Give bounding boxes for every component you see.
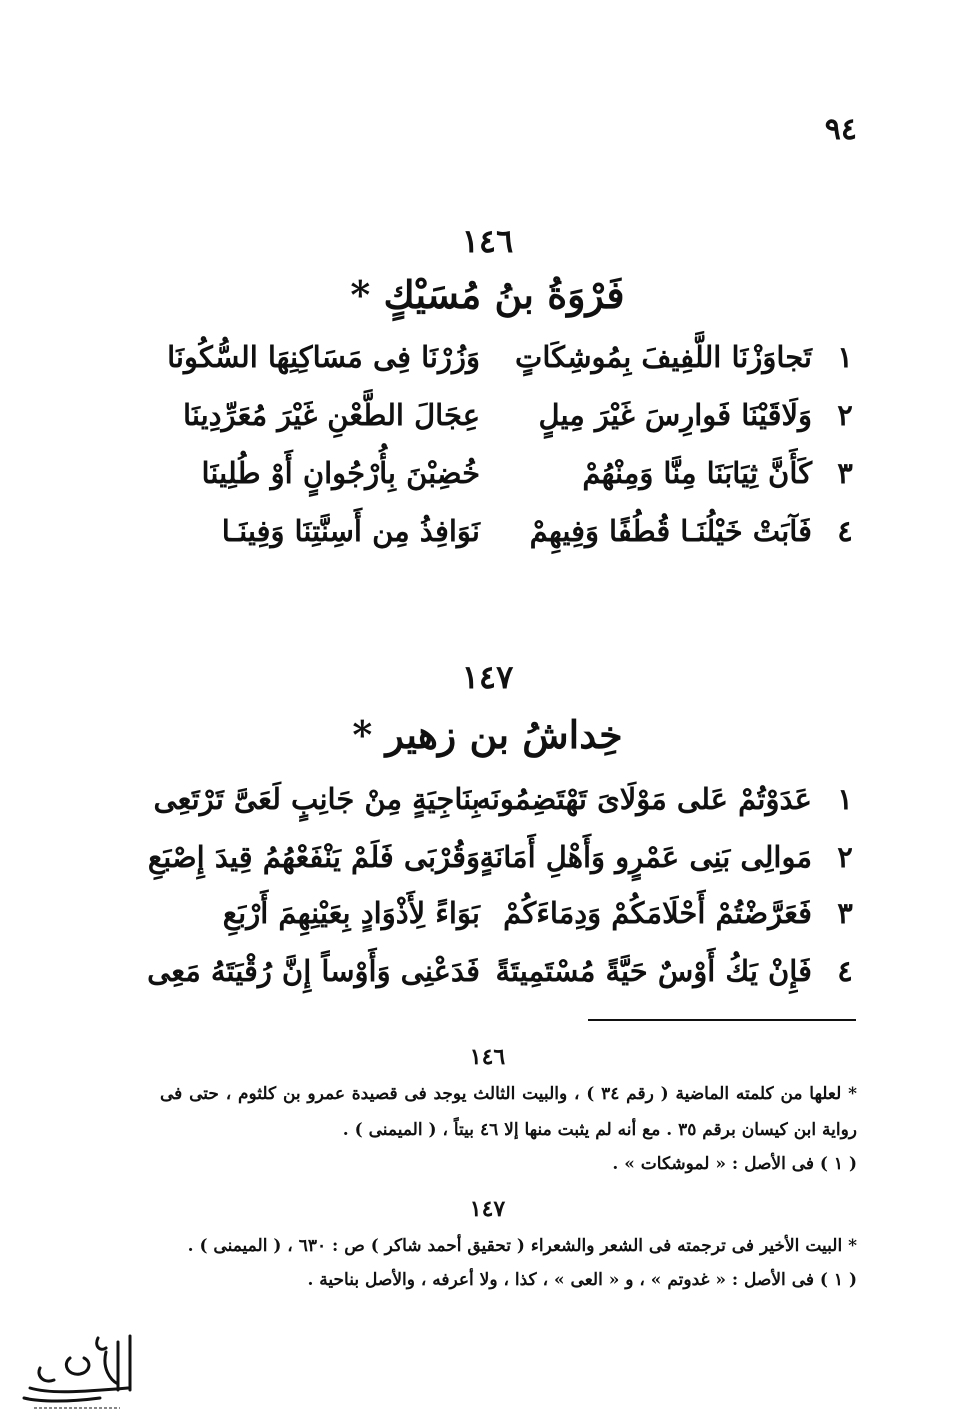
verse-first-hemistich: مَوالِى بَنِى عَمْرٍو وَأَهْلِ أَمَانَةٍ <box>479 840 812 874</box>
verse-number: ٢ <box>837 840 853 874</box>
verse-line <box>147 948 860 1000</box>
calligraphy-logo <box>10 1328 150 1418</box>
verse-first-hemistich: فَآبَتْ خَيْلُنَـا قُطُفًا وَفِيهِمْ <box>529 514 812 548</box>
footnote-separator <box>588 1019 856 1021</box>
verse-second-hemistich: وَقُرْبَى فَلَمْ يَنْفَعْهُمُ قِيدَ إِصْبَعِ <box>147 840 480 874</box>
footnote-line: * لعلها من كلمته الماضية ( رقم ٣٤ ) ، والبيت الثالث يوجد فى قصيدة عمرو بن كلثوم ، حتى فى <box>160 1084 857 1104</box>
verse-number: ٤ <box>837 514 853 548</box>
verse-first-hemistich: كَأَنَّ ثِيَابَنَا مِنَّا وَمِنْهُمْ <box>582 456 812 490</box>
verse-number: ٣ <box>837 896 853 930</box>
footnote-line: ( ١ ) فى الأصل : « غدوتم » ، و « العى » ، كذا ، ولا أعرفه ، والأصل بناحية . <box>307 1270 857 1290</box>
footnote-section-number: ١٤٦ <box>469 1044 506 1070</box>
verse-line <box>150 334 860 386</box>
verse-second-hemistich: خُضِبْنَ بِأُرْجُوانٍ أَوْ طُلِينَا <box>201 456 480 490</box>
verse-second-hemistich: وَزُرْنَا فِى مَسَاكِنِهَا السُّكُونَا <box>167 340 480 374</box>
verse-second-hemistich: عِجَالَ الطَّعْنِ غَيْرَ مُعَرِّدِينَا <box>183 398 480 432</box>
verse-number: ١ <box>837 340 853 374</box>
poet-name: خِداشُ بن زهير * <box>352 712 623 757</box>
verse-number: ١ <box>837 782 853 816</box>
verse-number: ٢ <box>837 398 853 432</box>
verse-first-hemistich: وَلَاقَيْنَا فَوارِسَ غَيْرَ مِيلٍ <box>538 398 812 432</box>
footnote-line: ( ١ ) فى الأصل : « لموشكات » . <box>612 1154 857 1174</box>
verse-second-hemistich: بِنَاجِيَةٍ مِنْ جَانِبٍ لَعَىَّ تَرْتَعِى <box>153 782 480 816</box>
verse-number: ٣ <box>837 456 853 490</box>
verse-line <box>150 776 860 828</box>
verse-line <box>150 450 860 502</box>
verse-line <box>150 508 860 560</box>
footnote-line: رواية ابن كيسان برقم ٣٥ . مع أنه لم يثبت منها إلا ٤٦ بيتاً ، ( الميمنى ) . <box>342 1120 857 1140</box>
verse-second-hemistich: فَدَعْنِى وَأَوْساً إِنَّ رُقْيَتَهُ مَعِى <box>147 954 480 988</box>
verse-line <box>147 834 860 886</box>
verse-second-hemistich: نَوَافِذُ مِن أَسِنَّتِنَا وَفِينَـا <box>221 514 480 548</box>
footnote-section-number: ١٤٧ <box>469 1196 506 1222</box>
verse-second-hemistich: بَوَاءً لِأَذْوَادٍ بِعَيْنِهِمَ أَرْبَعِ <box>222 896 480 930</box>
verse-first-hemistich: فَعَرَّضْتُمْ أَحْلَامَكُمْ وَدِمَاءَكُمْ <box>503 896 812 930</box>
verse-line <box>150 890 860 942</box>
poem-number: ١٤٧ <box>461 658 514 696</box>
verse-line <box>150 392 860 444</box>
poet-name: فَرْوَةُ بنُ مُسَيْكٍ * <box>350 272 625 317</box>
page-number: ٩٤ <box>824 112 857 147</box>
verse-first-hemistich: عَدَوْتُمْ عَلى مَوْلَاىَ تَهْتَضِمُونَه <box>476 782 812 816</box>
verse-first-hemistich: تَجاوَزْنَا اللَّفِيفَ بِمُوشِكَاتٍ <box>515 340 812 374</box>
footnote-line: * البيت الأخير فى ترجمته فى الشعر والشعراء ( تحقيق أحمد شاكر ) ص : ٦٣٠ ، ( الميمنى ) . <box>187 1236 857 1256</box>
verse-first-hemistich: فَإِنْ يَكُ أَوْسٌ حَيَّةً مُسْتَمِيتَةً <box>495 954 812 988</box>
verse-number: ٤ <box>837 954 853 988</box>
poem-number: ١٤٦ <box>461 222 514 260</box>
